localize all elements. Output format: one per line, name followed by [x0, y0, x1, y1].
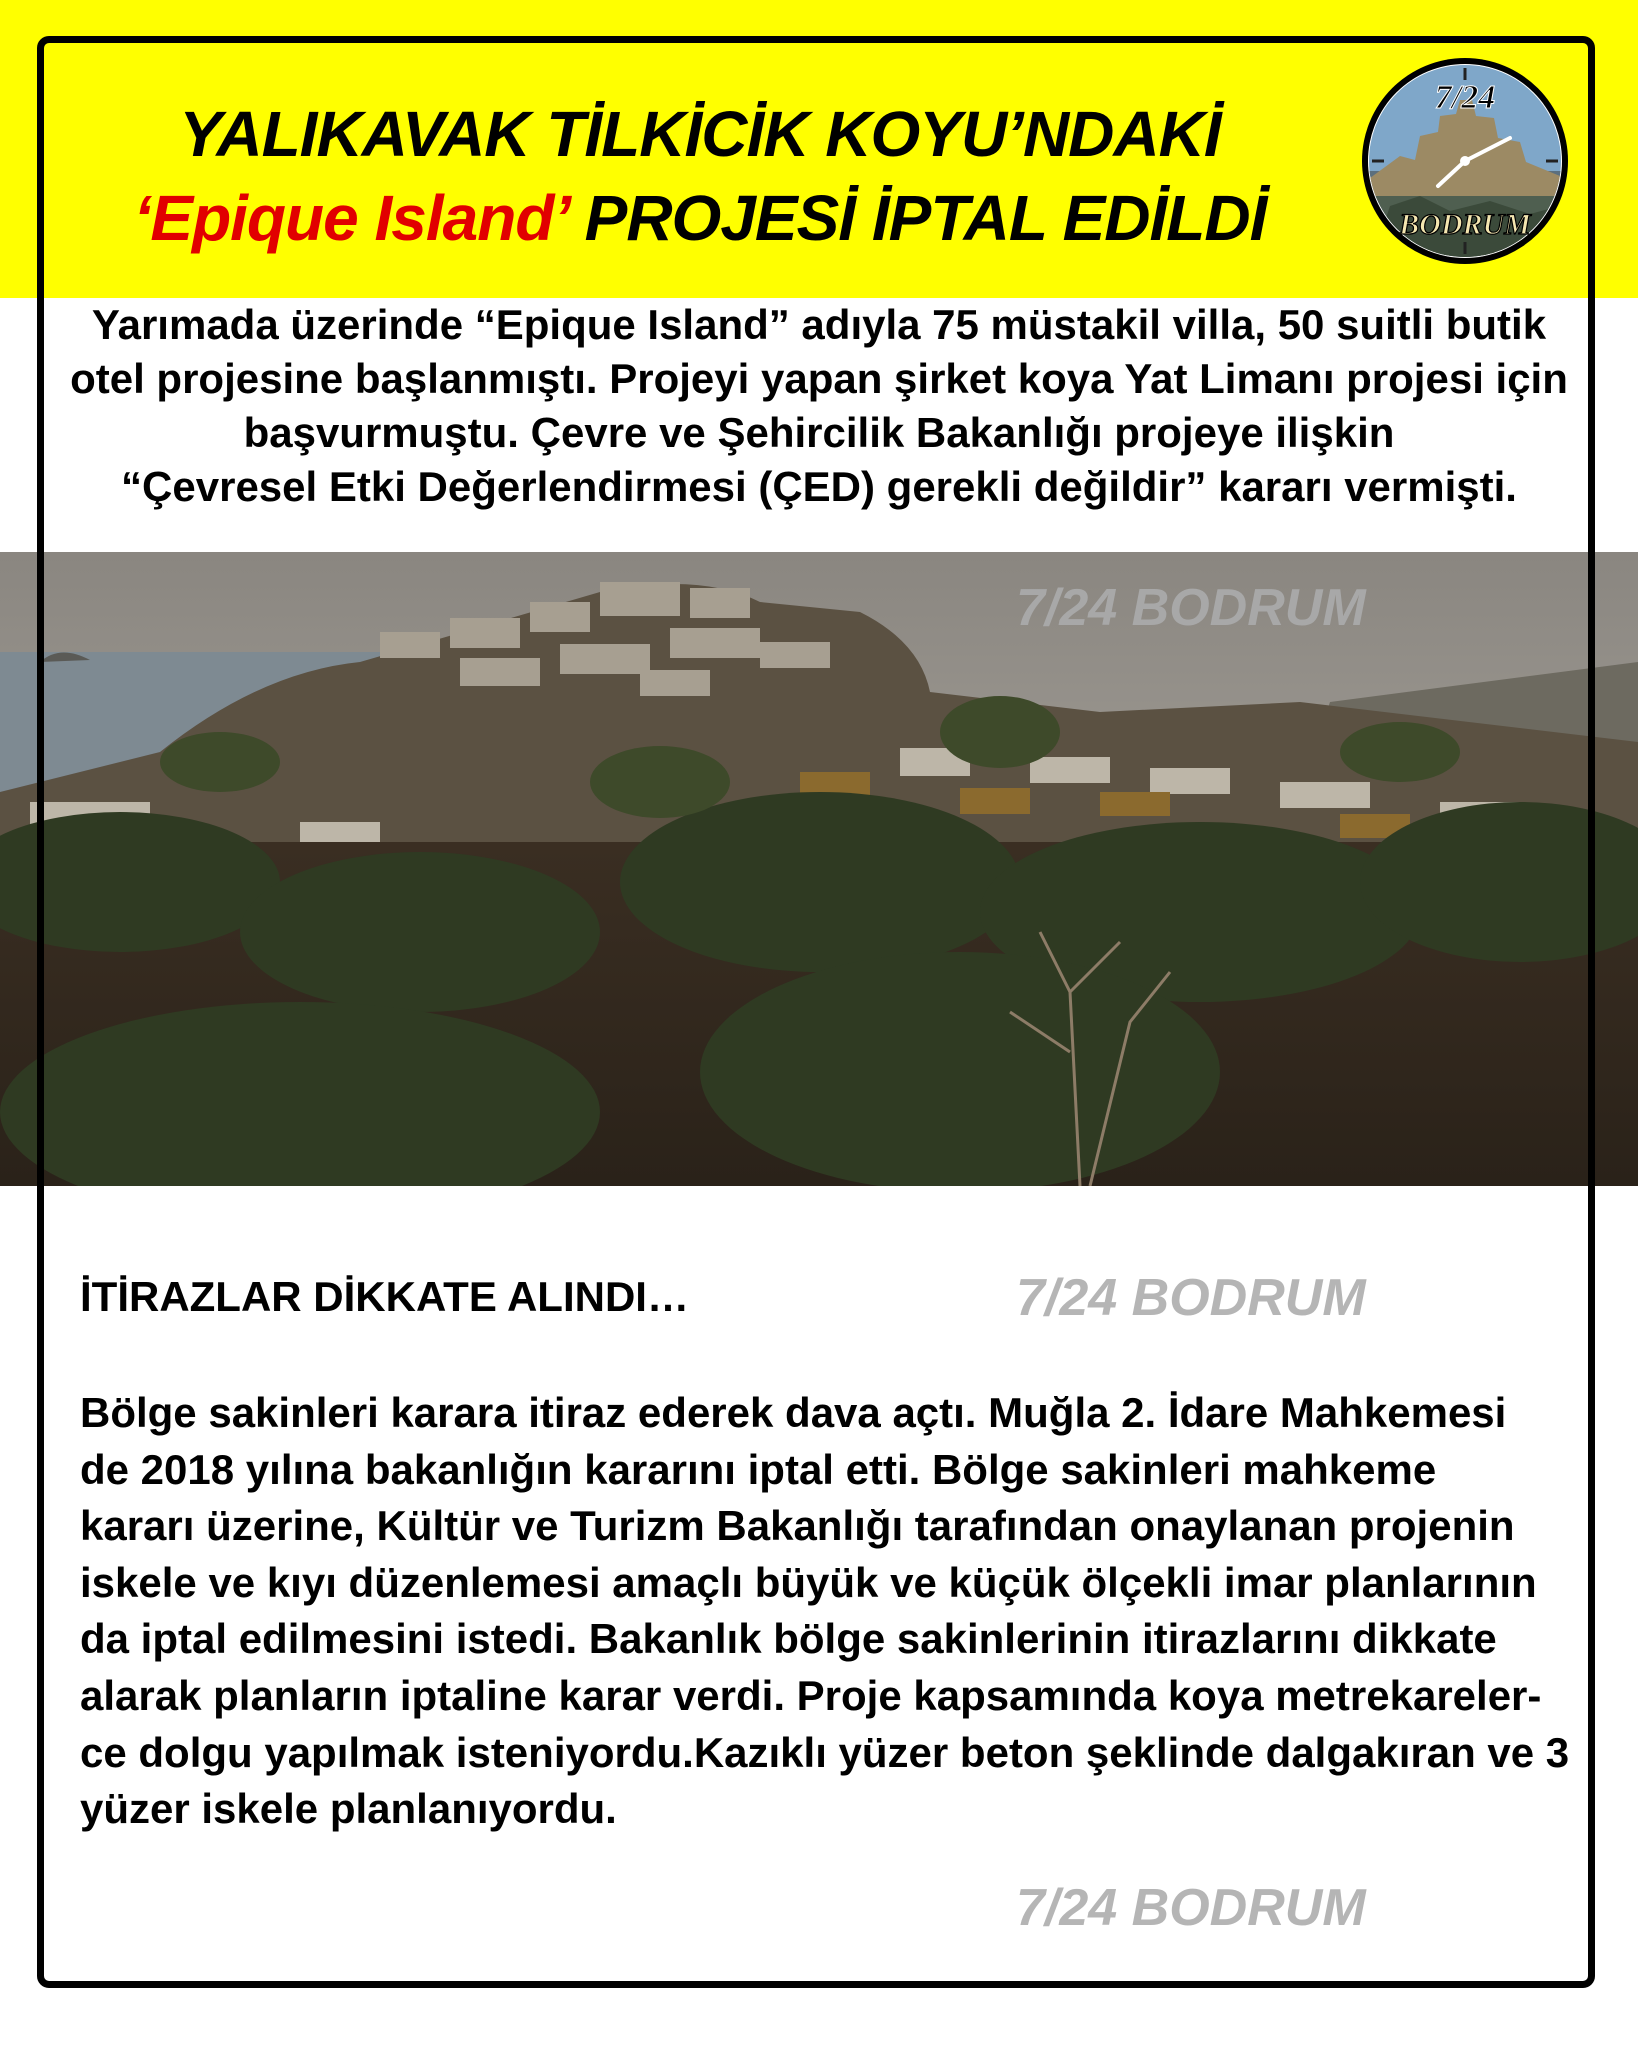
- title-line-1: YALIKAVAK TİLKİCİK KOYU’NDAKİ: [179, 98, 1221, 170]
- body-line: iskele ve kıyı düzenlemesi amaçlı büyük ve küçük ölçekli imar planlarının: [80, 1558, 1537, 1606]
- body-line: kararı üzerine, Kültür ve Turizm Bakanlığı tarafından onaylanan projenin: [80, 1502, 1515, 1550]
- section-heading: İTİRAZLAR DİKKATE ALINDI…: [80, 1273, 689, 1320]
- watermark: 7/24 BODRUM: [1016, 1269, 1366, 1327]
- body-line: alarak planların iptaline karar verdi. Proje kapsamında koya metrekareler-: [80, 1671, 1542, 1719]
- intro-paragraph: [60, 298, 1578, 514]
- title-line-2: [70, 176, 1330, 260]
- watermark: 7/24 BODRUM: [1016, 579, 1366, 637]
- section-body: [80, 1385, 1570, 1838]
- body-line: ce dolgu yapılmak isteniyordu.Kazıklı yüzer beton şeklinde dalgakıran ve 3: [80, 1728, 1570, 1776]
- intro-line: “Çevresel Etki Değerlendirmesi (ÇED) gerekli değildir” kararı vermişti.: [121, 463, 1517, 510]
- body-line: yüzer iskele planlanıyordu.: [80, 1785, 617, 1833]
- body-line: Bölge sakinleri karara itiraz ederek dava açtı. Muğla 2. İdare Mahkemesi: [80, 1389, 1507, 1436]
- body-line: de 2018 yılına bakanlığın kararını iptal etti. Bölge sakinleri mahkeme: [80, 1445, 1437, 1493]
- page-title: [70, 92, 1330, 260]
- body-line: da iptal edilmesini istedi. Bakanlık bölge sakinlerinin itirazlarını dikkate: [80, 1615, 1497, 1663]
- logo-text-top: 7/24: [1434, 79, 1496, 116]
- logo-text-bottom: BODRUM: [1399, 208, 1531, 241]
- intro-line: Yarımada üzerinde “Epique Island” adıyla 75 müstakil villa, 50 suitli butik: [91, 301, 1547, 348]
- bodrum-clock-logo: [1360, 56, 1570, 266]
- watermark: 7/24 BODRUM: [1016, 1879, 1366, 1937]
- title-project-name: ‘Epique Island’: [133, 182, 568, 254]
- title-line-2-rest: PROJESİ İPTAL EDİLDİ: [567, 182, 1267, 254]
- project-photo: [0, 552, 1638, 1186]
- intro-line: başvurmuştu. Çevre ve Şehircilik Bakanlığı projeye ilişkin: [243, 409, 1395, 456]
- intro-line: otel projesine başlanmıştı. Projeyi yapan şirket koya Yat Limanı projesi için: [70, 355, 1568, 402]
